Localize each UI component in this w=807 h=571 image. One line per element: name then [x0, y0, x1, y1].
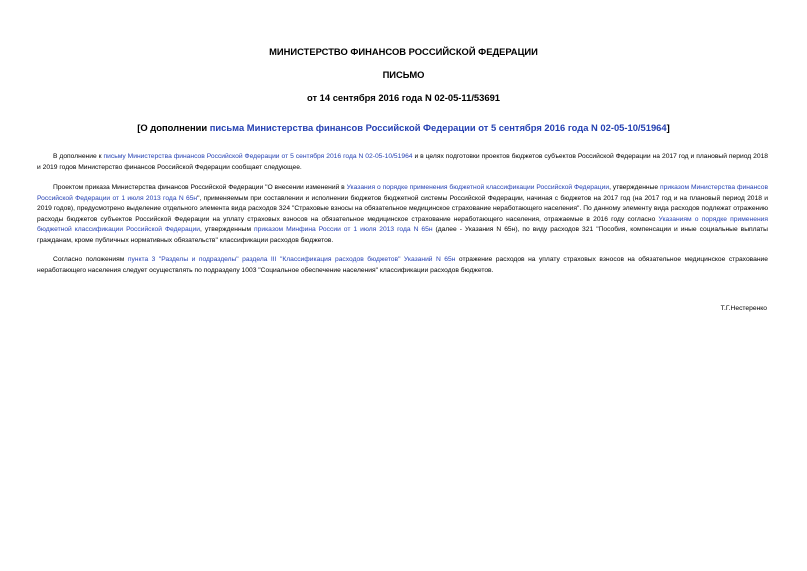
paragraph-2-link[interactable]: приказом Министерства финансов Российской Федерации от 1 июля 2013 года N 65н — [37, 184, 768, 202]
paragraph-1-block — [37, 152, 768, 173]
subject-prefix: [О дополнении — [137, 122, 210, 133]
paragraph-2-link[interactable]: Указания о порядке применения бюджетной классификации Российской Федерации — [346, 184, 610, 191]
paragraph-3-block — [37, 255, 768, 276]
paragraph-1-text: и в целях подготовки проектов бюджетов субъектов Российской Федерации на 2017 год и плановый период 2018 и 2019 годов Министерство финансов Российской Федерации сообщает следующее. — [37, 153, 769, 171]
paragraph-3-text: отражение расходов на уплату страховых взносов на обязательное медицинское страхование неработающего населения следует осуществлять по подразделу 1003 "Социальное обеспечение населения" классификации расходов бюджетов. — [37, 256, 769, 274]
paragraph-1 — [37, 152, 768, 173]
document-subject — [0, 122, 807, 133]
paragraph-1-link[interactable]: письму Министерства финансов Российской Федерации от 5 сентября 2016 года N 02-05-10/51964 — [103, 153, 413, 160]
paragraph-2 — [37, 183, 768, 246]
paragraph-3 — [37, 255, 768, 276]
paragraph-2-text: Проектом приказа Министерства финансов Российской Федерации "О внесении изменений в — [53, 184, 347, 191]
paragraph-2-text: (далее - Указания N 65н), по виду расходов 321 "Пособия, компенсации и иные социальные выплаты гражданам, кроме публичных нормативных обязательств" классификации расходов бюджетов. — [37, 226, 768, 244]
paragraph-1-text: В дополнение к — [53, 153, 104, 160]
subject-suffix: ] — [666, 122, 670, 133]
paragraph-2-text: , утвержденным — [199, 226, 255, 233]
paragraph-2-text: , утвержденные — [609, 184, 660, 191]
ministry-heading: МИНИСТЕРСТВО ФИНАНСОВ РОССИЙСКОЙ ФЕДЕРАЦИИ — [269, 46, 538, 57]
paragraph-2-block — [37, 183, 768, 246]
document-date-heading: от 14 сентября 2016 года N 02-05-11/53691 — [306, 92, 500, 103]
paragraph-2-link[interactable]: Указаниям о порядке применения бюджетной классификации Российской Федерации — [37, 215, 768, 233]
paragraph-3-text: Согласно положениям — [53, 256, 128, 263]
subject-link[interactable]: письма Министерства финансов Российской Федерации от 5 сентября 2016 года N 02-05-10/51964 — [209, 122, 667, 133]
document-type-heading: ПИСЬМО — [382, 69, 425, 80]
paragraph-2-link[interactable]: приказом Минфина России от 1 июля 2013 года N 65н — [254, 226, 433, 233]
paragraph-2-text: ", применяемым при составлении и исполнении бюджетов бюджетной системы Российской Федерации, начиная с бюджетов на 2017 год (на 2017 год и на плановый период 2018 и 2019 годов), предусмотрено выделение отдельного элемента вида расходов 324 "Страховые взносы на обязательное медицинское страхование неработающего населения". По данному элементу вида расходов подлежат отражению расходы бюджетов субъектов Российской Федерации на уплату страховых взносов на обязательное медицинское страхование неработающего населения, отражаемые в 2016 году согласно — [37, 194, 768, 223]
paragraph-3-link[interactable]: пункта 3 "Разделы и подразделы" раздела III "Классификация расходов бюджетов" Указаний N 65н — [127, 256, 456, 263]
signature: Т.Г.Нестеренко — [720, 305, 767, 312]
